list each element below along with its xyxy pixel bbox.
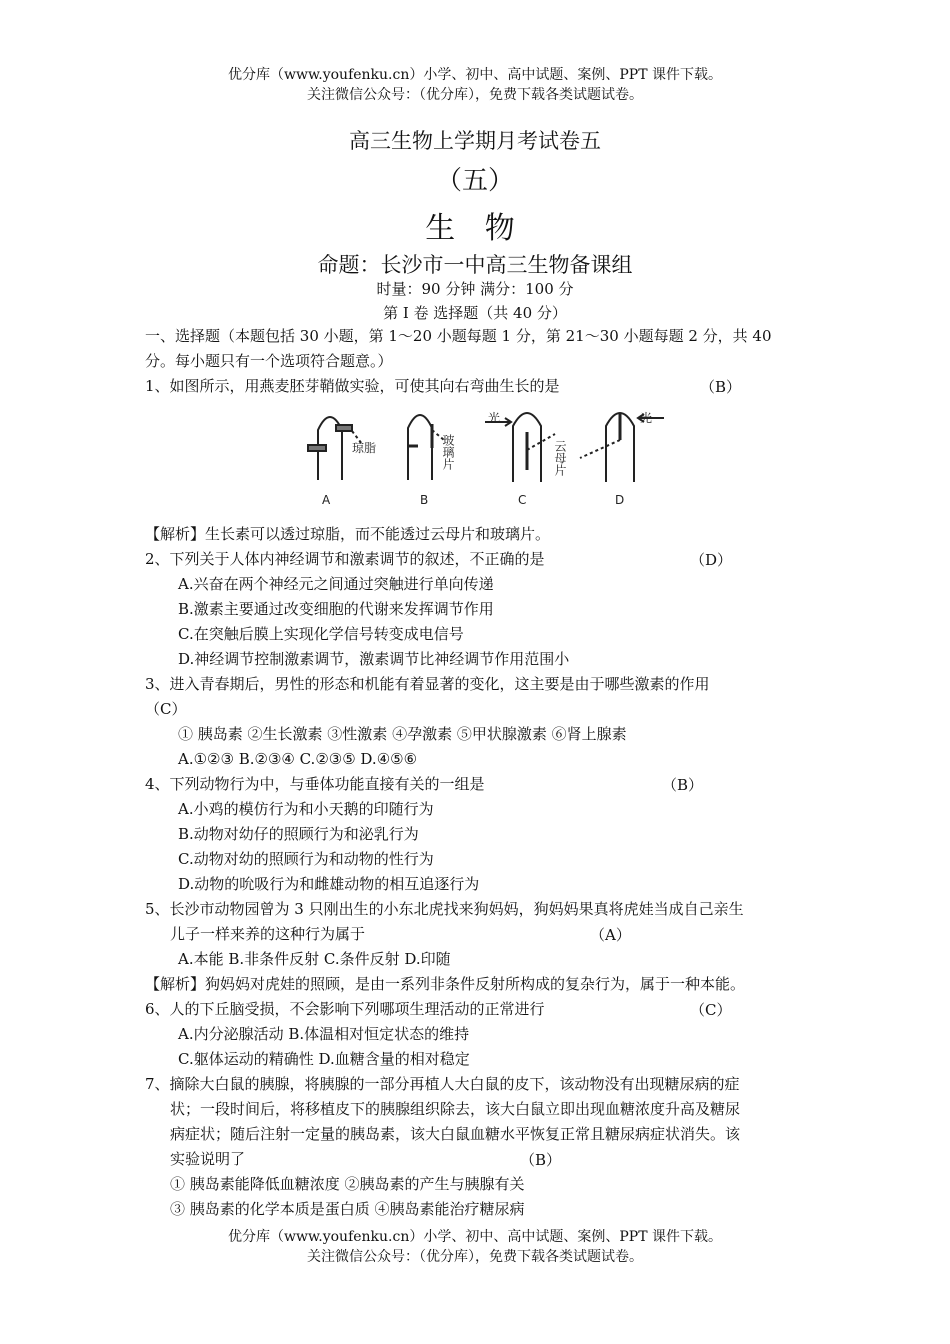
instructions-line-1: 一、选择题（本题包括 30 小题，第 1～20 小题每题 1 分，第 21～30 小题每题 2 分，共 40	[145, 327, 772, 345]
q5-text-1: 5、长沙市动物园曾为 3 只刚出生的小东北虎找来狗妈妈，狗妈妈果真将虎娃当成自己亲生	[145, 900, 744, 918]
q4-option-b: B.动物对幼仔的照顾行为和泌乳行为	[178, 825, 419, 843]
footer-line-1: 优分库（www.youfenku.cn）小学、初中、高中试题、案例、PPT 课件下载。	[227, 1229, 722, 1245]
header-line-1: 优分库（www.youfenku.cn）小学、初中、高中试题、案例、PPT 课件下载。	[227, 67, 722, 83]
q7-items-2: ③ 胰岛素的化学本质是蛋白质 ④胰岛素能治疗糖尿病	[170, 1200, 525, 1218]
q3-items: ① 胰岛素 ②生长激素 ③性激素 ④孕激素 ⑤甲状腺激素 ⑥肾上腺素	[178, 725, 627, 743]
q2-answer: （D）	[690, 551, 733, 569]
figure-label-b: B	[420, 493, 429, 507]
q1-analysis: 【解析】生长素可以透过琼脂，而不能透过云母片和玻璃片。	[145, 525, 551, 543]
q5-text-2: 儿子一样来养的这种行为属于	[170, 925, 366, 943]
q6-options-ab: A.内分泌腺活动 B.体温相对恒定状态的维持	[178, 1025, 470, 1043]
q4-text: 4、下列动物行为中，与垂体功能直接有关的一组是	[145, 775, 485, 793]
q2-option-a: A.兴奋在两个神经元之间通过突触进行单向传递	[178, 575, 494, 593]
q7-answer: （B）	[520, 1151, 562, 1169]
figure-label-c: C	[518, 493, 527, 507]
figure-b	[408, 415, 444, 480]
q7-text-2: 状；一段时间后，将移植皮下的胰腺组织除去，该大白鼠立即出现血糖浓度升高及糖尿	[170, 1100, 741, 1118]
figure-agar-label: 琼脂	[352, 441, 377, 455]
figure-mica-label: 云母片	[553, 440, 567, 476]
q5-analysis: 【解析】狗妈妈对虎娃的照顾，是由一系列非条件反射所构成的复杂行为，属于一种本能。	[145, 975, 746, 993]
author-line: 命题：长沙市一中高三生物备课组	[317, 253, 633, 277]
q4-option-c: C.动物对幼的照顾行为和动物的性行为	[178, 850, 434, 868]
header-line-2: 关注微信公众号：（优分库），免费下载各类试题试卷。	[307, 87, 643, 103]
section-title: 第 I 卷 选择题（共 40 分）	[383, 304, 567, 322]
exam-number: （五）	[435, 166, 514, 196]
coleoptile-figure	[290, 400, 670, 512]
q6-text: 6、人的下丘脑受损，不会影响下列哪项生理活动的正常进行	[145, 1000, 545, 1018]
q5-answer: （A）	[590, 926, 631, 944]
q7-text-4: 实验说明了	[170, 1150, 246, 1168]
figure-label-d: D	[615, 493, 625, 507]
q3-answer: （C）	[145, 700, 187, 718]
exam-title: 高三生物上学期月考试卷五	[349, 129, 601, 153]
q2-option-d: D.神经调节控制激素调节，激素调节比神经调节作用范围小	[178, 650, 570, 668]
q4-answer: （B）	[662, 776, 704, 794]
time-score-line: 时量：90 分钟 满分：100 分	[376, 280, 574, 298]
q4-option-a: A.小鸡的模仿行为和小天鹅的印随行为	[178, 800, 434, 818]
q2-text: 2、下列关于人体内神经调节和激素调节的叙述，不正确的是	[145, 550, 545, 568]
q3-text: 3、进入青春期后，男性的形态和机能有着显著的变化，这主要是由于哪些激素的作用	[145, 675, 710, 693]
q5-options: A.本能 B.非条件反射 C.条件反射 D.印随	[178, 950, 451, 968]
q7-text-1: 7、摘除大白鼠的胰腺，将胰腺的一部分再植人大白鼠的皮下，该动物没有出现糖尿病的症	[145, 1075, 740, 1093]
figure-glass-label: 玻璃片	[441, 434, 455, 470]
q2-option-c: C.在突触后膜上实现化学信号转变成电信号	[178, 625, 464, 643]
q7-text-3: 病症状；随后注射一定量的胰岛素，该大白鼠血糖水平恢复正常且糖尿病症状消失。该	[170, 1125, 741, 1143]
q4-option-d: D.动物的吮吸行为和雌雄动物的相互追逐行为	[178, 875, 480, 893]
q7-items-1: ① 胰岛素能降低血糖浓度 ②胰岛素的产生与胰腺有关	[170, 1175, 525, 1193]
q6-answer: （C）	[690, 1001, 732, 1019]
figure-label-a: A	[322, 493, 331, 507]
subject-title: 生 物	[425, 211, 525, 246]
q3-options: A.①②③ B.②③④ C.②③⑤ D.④⑤⑥	[178, 750, 418, 768]
q2-option-b: B.激素主要通过改变细胞的代谢来发挥调节作用	[178, 600, 494, 618]
q1-answer: （B）	[700, 378, 742, 396]
figure-light-label-c: 光	[488, 411, 501, 425]
footer-line-2: 关注微信公众号：（优分库），免费下载各类试题试卷。	[307, 1249, 643, 1265]
instructions-line-2: 分。每小题只有一个选项符合题意。）	[145, 352, 393, 370]
figure-light-label-d: 光	[640, 411, 653, 425]
q1-text: 1、如图所示，用燕麦胚芽鞘做实验，可使其向右弯曲生长的是	[145, 377, 560, 395]
q6-options-cd: C.躯体运动的精确性 D.血糖含量的相对稳定	[178, 1050, 470, 1068]
